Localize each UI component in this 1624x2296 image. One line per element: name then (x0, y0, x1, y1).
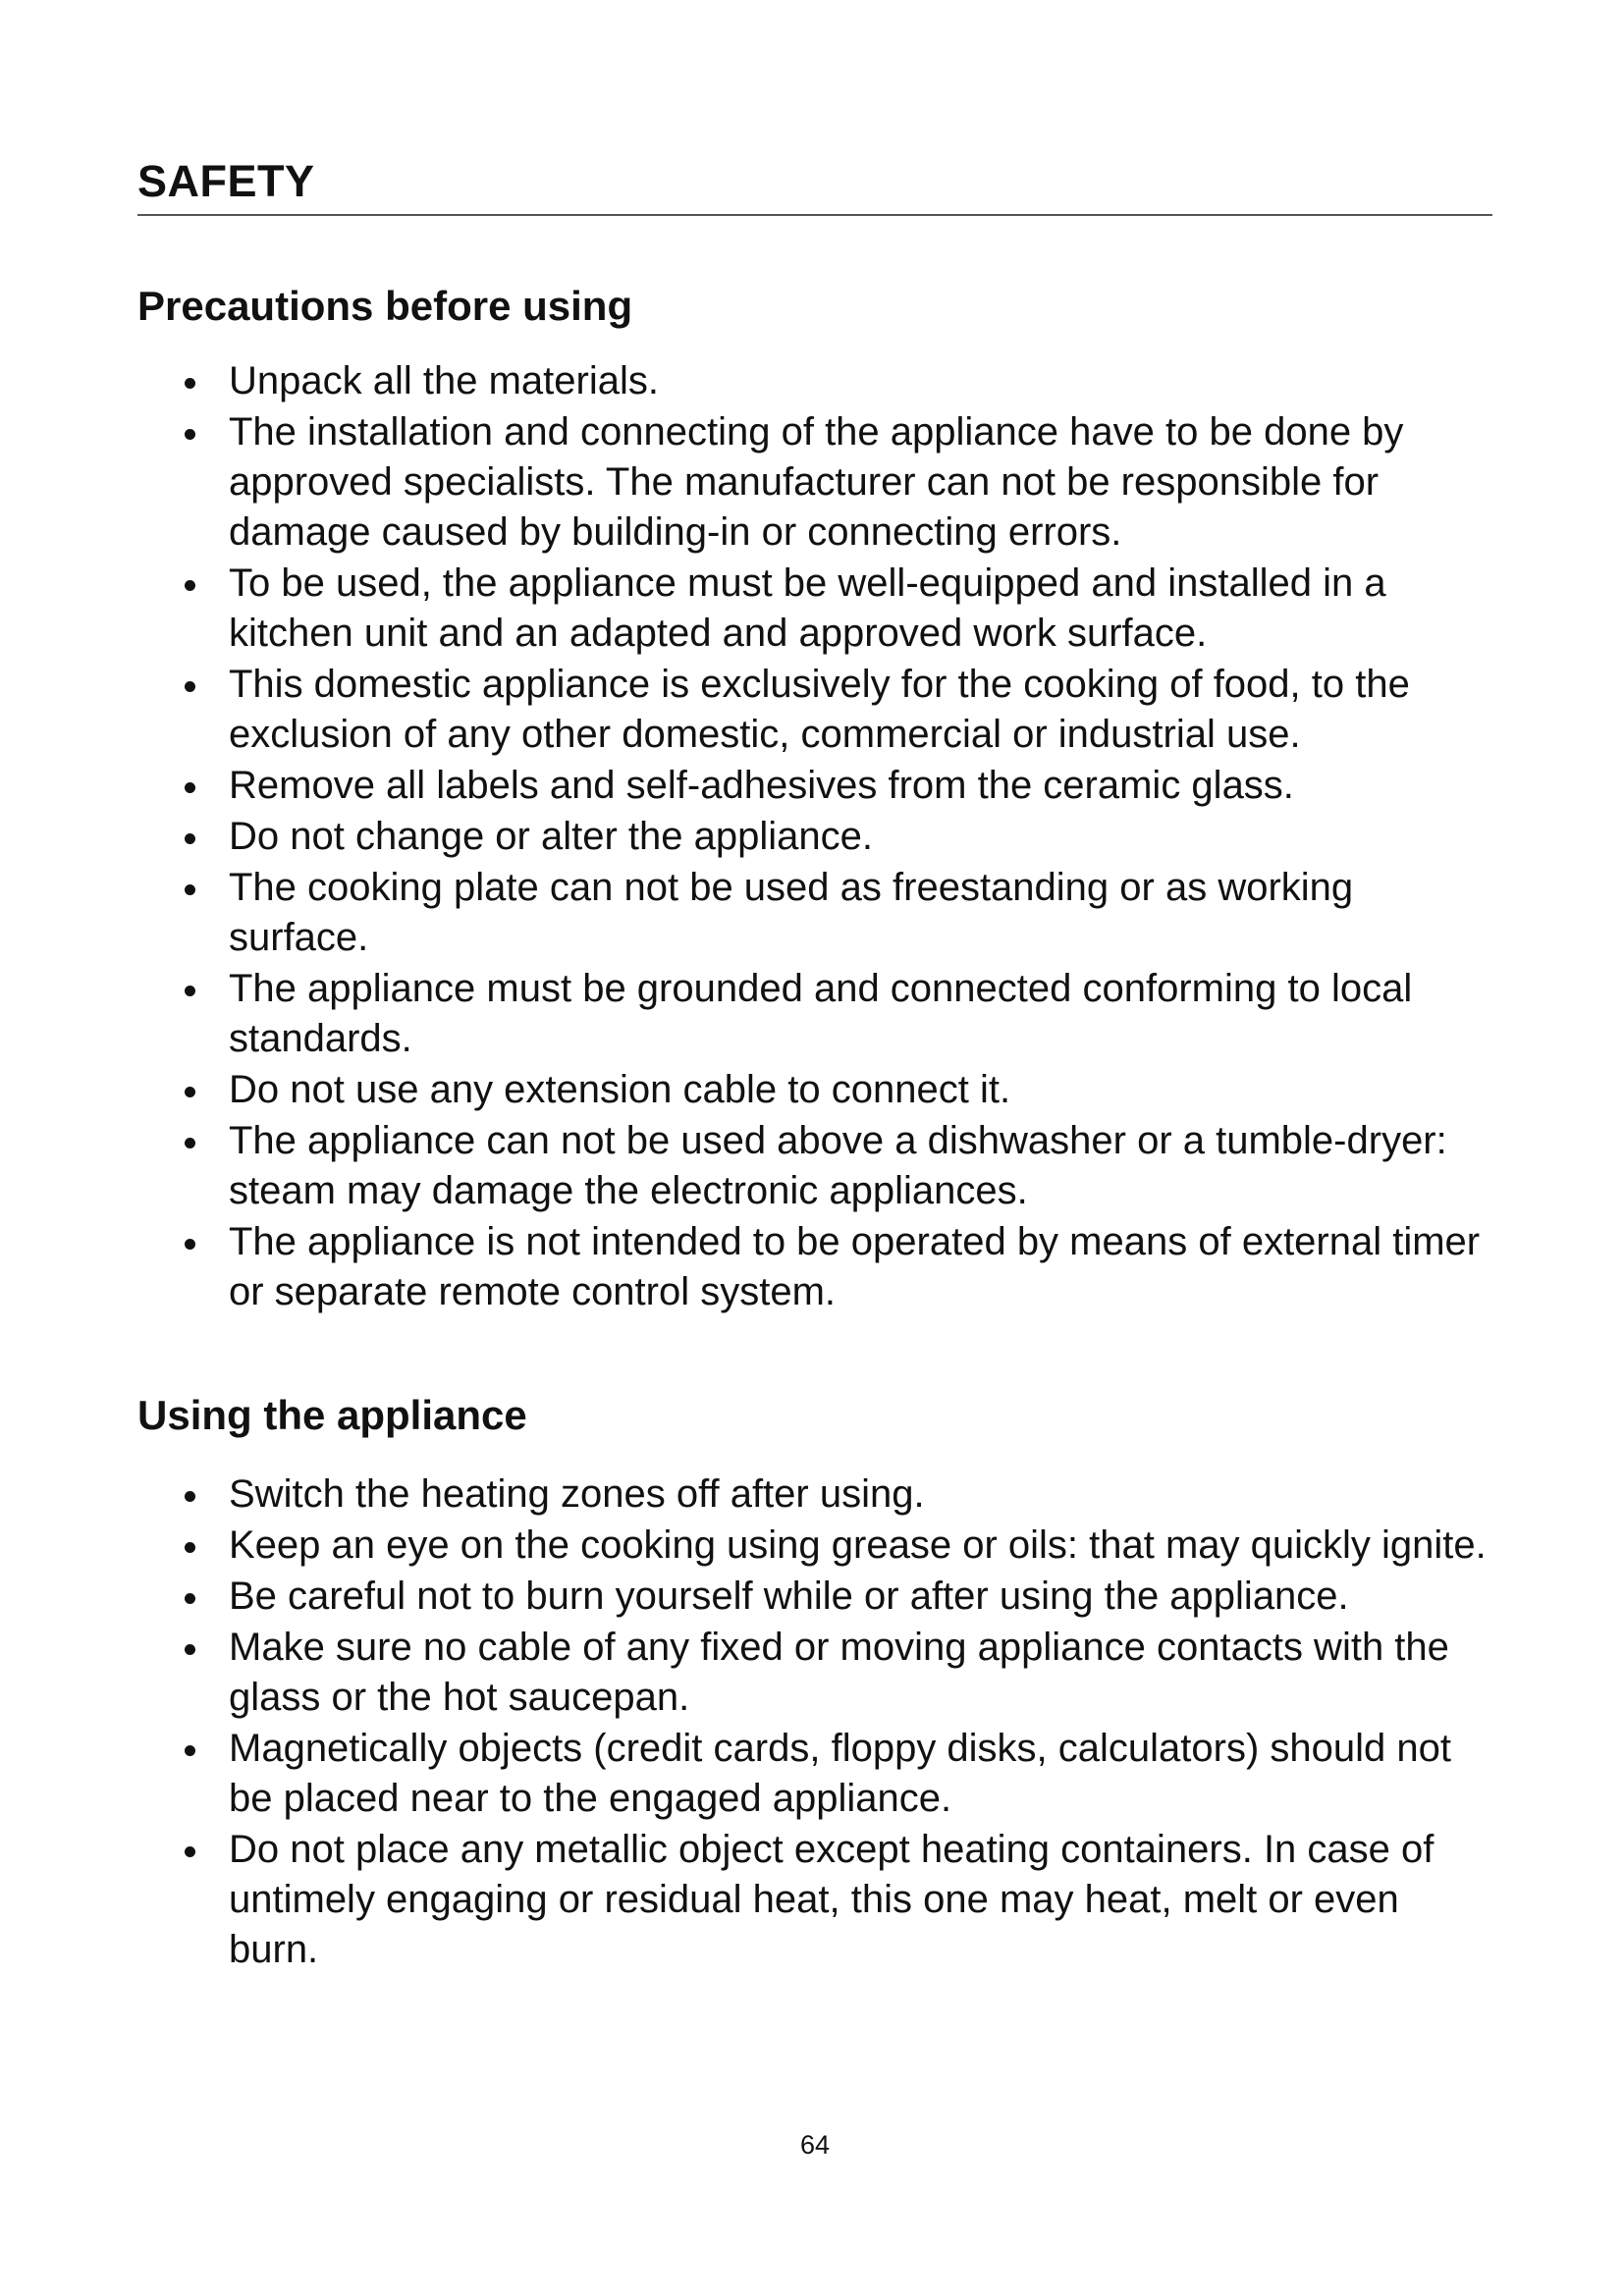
bullet-dot-icon (185, 378, 195, 389)
list-item (137, 1521, 1492, 1571)
bullet-dot-icon (185, 1846, 195, 1857)
list-item-text: The installation and connecting of the appliance have to be done by approved specialists. The manufacturer can not be responsible for damage caused by building-in or connecting errors. (229, 410, 1404, 554)
precautions-list (137, 356, 1492, 1318)
list-item-text: To be used, the appliance must be well-equipped and installed in a kitchen unit and an adapted and approved work surface. (229, 561, 1386, 655)
bullet-dot-icon (185, 1542, 195, 1553)
bullet-dot-icon (185, 580, 195, 591)
list-item-text: The appliance can not be used above a dishwasher or a tumble-dryer: steam may damage the electronic appliances. (229, 1119, 1447, 1212)
document-page (137, 0, 1492, 2296)
using-list (137, 1469, 1492, 1976)
list-item (137, 1724, 1492, 1824)
list-item-text: Magnetically objects (credit cards, floppy disks, calculators) should not be placed near to the engaged appliance. (229, 1727, 1451, 1820)
bullet-dot-icon (185, 1239, 195, 1250)
section-heading-precautions: Precautions before using (137, 283, 633, 329)
list-item (137, 812, 1492, 862)
list-item (137, 407, 1492, 558)
list-item (137, 356, 1492, 406)
bullet-dot-icon (185, 1087, 195, 1097)
list-item (137, 964, 1492, 1064)
list-item (137, 660, 1492, 760)
list-item (137, 1065, 1492, 1115)
list-item (137, 1825, 1492, 1975)
list-item-text: Do not change or alter the appliance. (229, 815, 873, 858)
list-item-text: Unpack all the materials. (229, 359, 659, 402)
list-item-text: Do not use any extension cable to connect it. (229, 1068, 1011, 1111)
page-title: SAFETY (137, 156, 315, 206)
bullet-dot-icon (185, 782, 195, 793)
list-item-text: This domestic appliance is exclusively for the cooking of food, to the exclusion of any other domestic, commercial or industrial use. (229, 663, 1410, 756)
bullet-dot-icon (185, 1138, 195, 1148)
list-item-text: Keep an eye on the cooking using grease or oils: that may quickly ignite. (229, 1523, 1487, 1567)
list-item (137, 1623, 1492, 1723)
bullet-dot-icon (185, 986, 195, 996)
list-item-text: The appliance must be grounded and connected conforming to local standards. (229, 967, 1413, 1060)
list-item-text: The cooking plate can not be used as freestanding or as working surface. (229, 866, 1354, 959)
list-item-text: Switch the heating zones off after using. (229, 1472, 925, 1516)
section-heading-using: Using the appliance (137, 1392, 527, 1438)
list-item-text: The appliance is not intended to be operated by means of external timer or separate remote control system. (229, 1220, 1481, 1313)
list-item (137, 761, 1492, 811)
title-divider (137, 214, 1492, 216)
list-item-text: Remove all labels and self-adhesives from the ceramic glass. (229, 764, 1294, 807)
bullet-dot-icon (185, 833, 195, 844)
bullet-dot-icon (185, 1593, 195, 1604)
bullet-dot-icon (185, 884, 195, 895)
bullet-dot-icon (185, 681, 195, 692)
list-item (137, 863, 1492, 963)
list-item-text: Make sure no cable of any fixed or moving appliance contacts with the glass or the hot saucepan. (229, 1626, 1449, 1719)
list-item (137, 559, 1492, 659)
list-item (137, 1469, 1492, 1520)
list-item (137, 1116, 1492, 1216)
bullet-dot-icon (185, 429, 195, 440)
list-item-text: Be careful not to burn yourself while or after using the appliance. (229, 1575, 1349, 1618)
bullet-dot-icon (185, 1491, 195, 1502)
bullet-dot-icon (185, 1745, 195, 1756)
bullet-dot-icon (185, 1644, 195, 1655)
page-number: 64 (799, 2130, 831, 2160)
list-item (137, 1572, 1492, 1622)
list-item (137, 1217, 1492, 1317)
list-item-text: Do not place any metallic object except heating containers. In case of untimely engaging or residual heat, this one may heat, melt or even burn. (229, 1828, 1435, 1971)
